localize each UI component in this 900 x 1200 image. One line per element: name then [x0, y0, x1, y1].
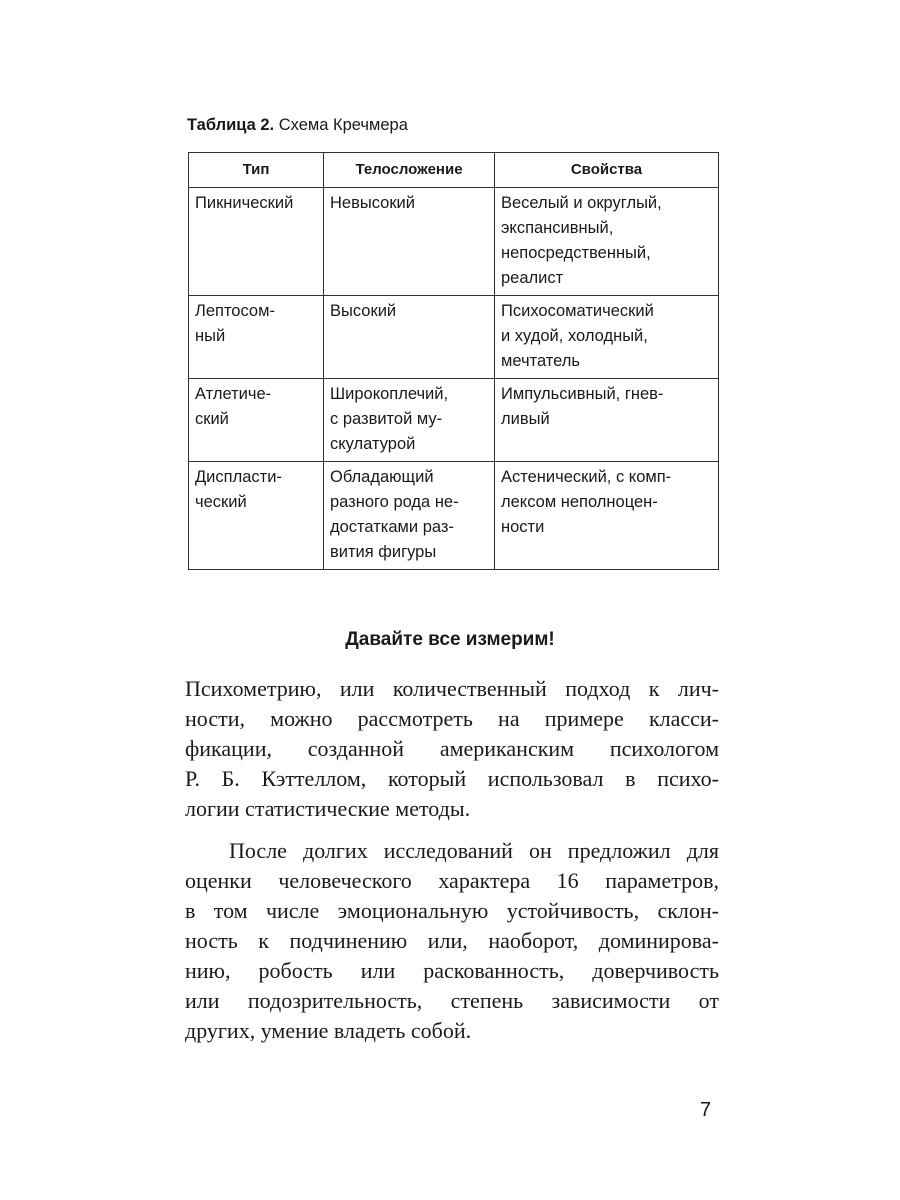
header-properties: Свойства	[495, 153, 719, 188]
table-caption-label: Таблица 2.	[187, 116, 275, 134]
cell-physique: Обладающий разного рода не- достатками раз- вития фигуры	[324, 462, 495, 570]
paragraph	[185, 674, 719, 824]
cell-physique: Высокий	[324, 296, 495, 379]
kretschmer-table	[188, 152, 719, 570]
cell-properties: Веселый и округлый, экспансивный, непосредственный, реалист	[495, 188, 719, 296]
text-line: фикации, созданной американским психологом	[185, 736, 719, 761]
table-caption-title: Схема Кречмера	[278, 116, 408, 134]
cell-type: Лептосом- ный	[189, 296, 324, 379]
table-header-row	[189, 153, 719, 188]
cell-type: Пикнический	[189, 188, 324, 296]
text-line: ности, можно рассмотреть на примере класси-	[185, 706, 719, 731]
cell-properties: Астенический, с комп- лексом неполноцен- ности	[495, 462, 719, 570]
header-physique: Телосложение	[324, 153, 495, 188]
text-line: После долгих исследований он предложил для	[229, 838, 719, 863]
table-row	[189, 379, 719, 462]
text-line: других, умение владеть собой.	[185, 1018, 472, 1043]
header-type: Тип	[189, 153, 324, 188]
table-caption	[187, 116, 408, 135]
body-text	[185, 674, 719, 1046]
text-line: Р. Б. Кэттеллом, который использовал в психо-	[185, 766, 719, 791]
table-row	[189, 296, 719, 379]
cell-physique: Широкоплечий, с развитой му- скулатурой	[324, 379, 495, 462]
paragraph	[185, 836, 719, 1046]
text-line: Психометрию, или количественный подход к лич-	[185, 676, 719, 701]
cell-type: Диспласти- ческий	[189, 462, 324, 570]
cell-properties: Импульсивный, гнев- ливый	[495, 379, 719, 462]
text-line: ность к подчинению или, наоборот, доминирова-	[185, 928, 719, 953]
text-line: логии статистические методы.	[185, 796, 471, 821]
text-line: в том числе эмоциональную устойчивость, склон-	[185, 898, 719, 923]
cell-physique: Невысокий	[324, 188, 495, 296]
cell-type: Атлетиче- ский	[189, 379, 324, 462]
table-row	[189, 462, 719, 570]
text-line: оценки человеческого характера 16 параметров,	[185, 868, 719, 893]
table-row	[189, 188, 719, 296]
section-heading: Давайте все измерим!	[345, 629, 555, 650]
page-number: 7	[700, 1099, 712, 1121]
text-line: или подозрительность, степень зависимости от	[185, 988, 719, 1013]
text-line: нию, робость или раскованность, доверчивость	[185, 958, 719, 983]
cell-properties: Психосоматический и худой, холодный, мечтатель	[495, 296, 719, 379]
